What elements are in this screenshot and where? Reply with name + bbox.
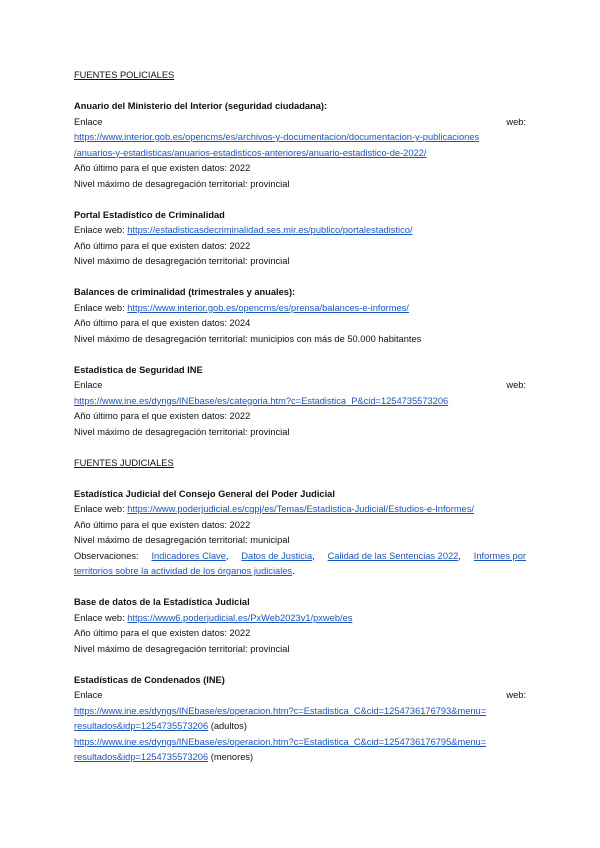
anuario-link-line2[interactable]: /anuarios-y-estadisticas/anuarios-estadisticos-anteriores/anuario-estadistico-de-2022/ <box>74 147 427 158</box>
obs-separator: , <box>225 550 229 561</box>
balances-title: Balances de criminalidad (trimestrales y anuales): <box>74 287 296 297</box>
balances-link[interactable]: https://www.interior.gob.es/opencms/es/prensa/balances-e-informes/ <box>127 302 409 313</box>
informes-territorios-link-part1[interactable]: Informes por <box>473 550 526 561</box>
menores-note: (menores) <box>210 752 254 762</box>
condenados-title: Estadísticas de Condenados (INE) <box>74 674 225 685</box>
cgpj-title: Estadística Judicial del Consejo General del Poder Judicial <box>74 488 335 499</box>
cgpj-level: Nivel máximo de desagregación territorial: municipal <box>74 535 290 545</box>
enlace-label: Enlace web: <box>74 504 125 514</box>
indicadores-clave-link[interactable]: Indicadores Clave <box>151 550 226 561</box>
portal-link[interactable]: https://estadisticasdecriminalidad.ses.mir.es/publico/portalestadistico/ <box>127 225 413 235</box>
ine-title: Estadística de Seguridad INE <box>74 364 203 375</box>
balances-link-row <box>74 301 526 317</box>
obs-label: Observaciones: <box>74 550 139 561</box>
web-label: web: <box>506 116 526 127</box>
condenados-link-label <box>74 688 526 704</box>
cgpj-link[interactable]: https://www.poderjudicial.es/cgpj/es/Temas/Estadistica-Judicial/Estudios-e-Informes/ <box>127 504 474 514</box>
enlace-label: Enlace <box>74 690 103 700</box>
enlace-label: Enlace <box>74 380 103 390</box>
adultos-note: (adultos) <box>210 721 247 731</box>
balances-level: Nivel máximo de desagregación territorial: municipios con más de 50.000 habitantes <box>74 333 422 344</box>
ine-link[interactable]: https://www.ine.es/dyngs/INEbase/es/categoria.htm?c=Estadistica_P&cid=1254735573206 <box>74 395 449 406</box>
cgpj-observations-row2 <box>74 564 526 580</box>
condenados-menores-link-line2[interactable]: resultados&idp=1254735573206 <box>74 752 209 762</box>
document-page <box>74 68 526 766</box>
ine-year: Año último para el que existen datos: 2022 <box>74 411 251 421</box>
obs-separator: , <box>458 550 461 561</box>
ine-level: Nivel máximo de desagregación territorial: provincial <box>74 426 290 437</box>
section-heading-judicial: FUENTES JUDICIALES <box>74 457 174 468</box>
condenados-adultos-link-line2[interactable]: resultados&idp=1254735573206 <box>74 721 209 731</box>
anuario-link-label <box>74 115 526 131</box>
web-label: web: <box>506 690 526 700</box>
basedatos-link-row <box>74 611 526 627</box>
cgpj-observations-row <box>74 549 526 565</box>
anuario-title: Anuario del Ministerio del Interior (seguridad ciudadana): <box>74 101 328 111</box>
portal-year: Año último para el que existen datos: 2022 <box>74 240 251 251</box>
informes-territorios-link-part2[interactable]: territorios sobre la actividad de los órganos judiciales <box>74 566 293 576</box>
enlace-label: Enlace web: <box>74 225 125 235</box>
basedatos-link[interactable]: https://www6.poderjudicial.es/PxWeb2023v1/pxweb/es <box>127 612 353 623</box>
calidad-sentencias-link[interactable]: Calidad de las Sentencias 2022 <box>327 550 459 561</box>
portal-title: Portal Estadístico de Criminalidad <box>74 209 225 220</box>
condenados-adultos-link-line1[interactable]: https://www.ine.es/dyngs/INEbase/es/operacion.htm?c=Estadistica_C&cid=1254736176793&menu= <box>74 705 487 716</box>
enlace-label: Enlace web: <box>74 302 125 313</box>
basedatos-level: Nivel máximo de desagregación territorial: provincial <box>74 643 290 654</box>
obs-end: . <box>292 566 295 576</box>
enlace-label: Enlace <box>74 116 103 127</box>
basedatos-year: Año último para el que existen datos: 2022 <box>74 628 251 638</box>
cgpj-link-row <box>74 502 526 518</box>
anuario-level: Nivel máximo de desagregación territorial: provincial <box>74 178 290 189</box>
obs-separator: , <box>312 550 315 561</box>
portal-link-row <box>74 223 526 239</box>
web-label: web: <box>506 380 526 390</box>
anuario-year: Año último para el que existen datos: 2022 <box>74 163 251 173</box>
datos-justicia-link[interactable]: Datos de Justicia <box>241 550 313 561</box>
section-heading-police: FUENTES POLICIALES <box>74 70 175 80</box>
condenados-menores-link-line1[interactable]: https://www.ine.es/dyngs/INEbase/es/operacion.htm?c=Estadistica_C&cid=1254736176795&menu= <box>74 736 487 747</box>
enlace-label: Enlace web: <box>74 612 125 623</box>
balances-year: Año último para el que existen datos: 2024 <box>74 318 251 328</box>
basedatos-title: Base de datos de la Estadística Judicial <box>74 597 250 607</box>
cgpj-year: Año último para el que existen datos: 2022 <box>74 519 251 530</box>
portal-level: Nivel máximo de desagregación territorial: provincial <box>74 256 290 266</box>
anuario-link-line1[interactable]: https://www.interior.gob.es/opencms/es/archivos-y-documentacion/documentacion-y-publicaciones <box>74 132 480 142</box>
ine-link-label <box>74 378 526 394</box>
